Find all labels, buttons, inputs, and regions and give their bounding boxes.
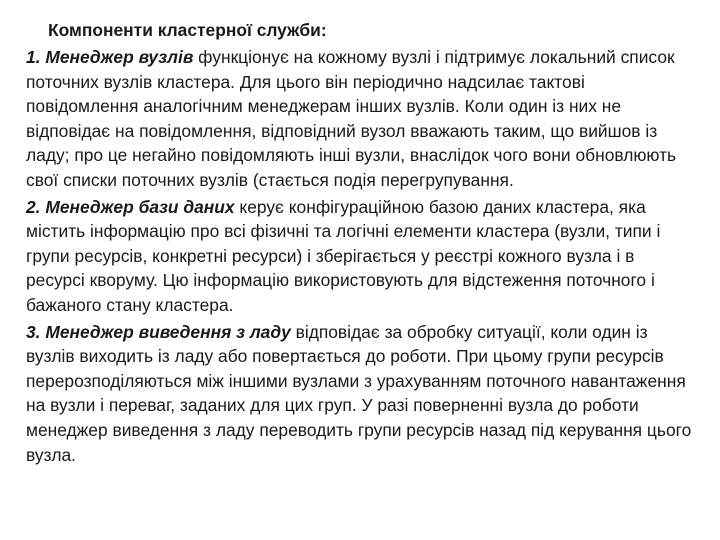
- component-node-manager-lead: 1. Менеджер вузлів: [26, 47, 194, 67]
- component-database-manager: [26, 195, 694, 318]
- component-failover-manager-text: відповідає за обробку ситуації, коли один із вузлів виходить із ладу або повертається до роботи. При цьому групи ресурсів перерозподіляються між іншими вузлами з урахуванням поточного навантаження на вузли і переваг, заданих для цих груп. У разі поверненні вузла до роботи менеджер виведення з ладу переводить групи ресурсів назад під керування цього вузла.: [26, 321, 692, 465]
- component-database-manager-text: керує конфігураційною базою даних кластера, яка містить інформацію про всі фізичні та логічні елементи кластера (вузли, типи і групи ресурсів, конкретні ресурси) і зберігається у реєстрі кожного вузла і в ресурсі кворуму. Цю інформацію використовують для відстеження поточного і бажаного стану кластера.: [26, 196, 661, 315]
- component-database-manager-lead: 2. Менеджер бази даних: [26, 196, 235, 217]
- component-node-manager: [26, 45, 694, 193]
- slide-title: Компоненти кластерної служби:: [48, 20, 327, 40]
- component-node-manager-text: функціонує на кожному вузлі і підтримує локальний список поточних вузлів кластера. Для цього він періодично надсилає тактові повідомлення аналогічним менеджерам інших вузлів. Коли один із них не відповідає на повідомлення, відповідний вузол вважають таким, що вийшов із ладу; про це негайно повідомляють інші вузли, внаслідок чого вони обновлюють свої списки поточних вузлів (стається подія перегрупування.: [26, 47, 677, 190]
- component-failover-manager: [26, 320, 694, 468]
- component-failover-manager-lead: 3. Менеджер виведення з ладу: [26, 321, 291, 342]
